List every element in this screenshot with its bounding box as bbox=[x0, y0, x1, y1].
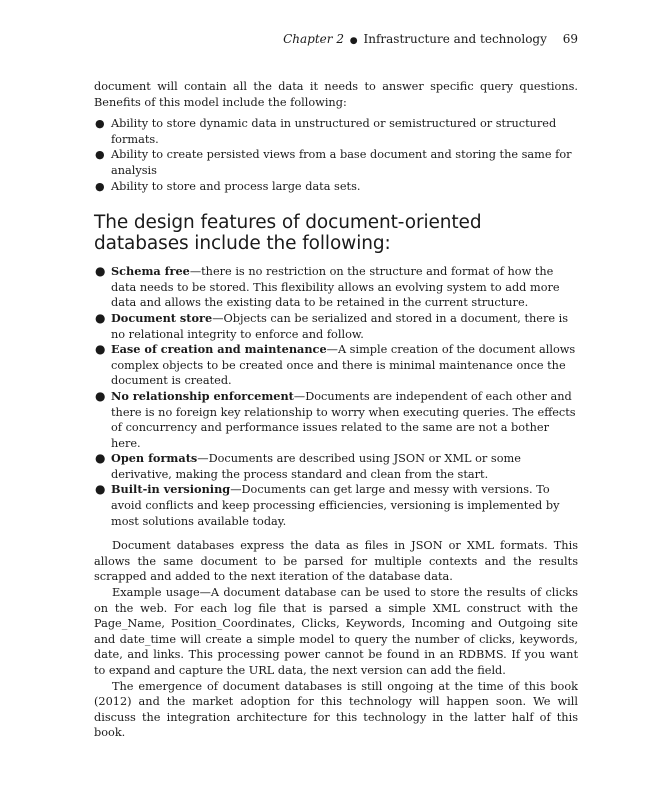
bullet-icon: ● bbox=[95, 310, 106, 325]
running-header bbox=[283, 31, 578, 49]
chapter-title: Infrastructure and technology bbox=[363, 32, 547, 46]
benefit-text: Ability to create persisted views from a base document and storing the same for analysis bbox=[111, 148, 572, 177]
list-item bbox=[94, 451, 578, 482]
page-body bbox=[94, 79, 578, 741]
list-item bbox=[94, 147, 578, 178]
bullet-icon: ● bbox=[95, 117, 105, 131]
section-heading: The design features of document-oriented databases include the following: bbox=[94, 212, 482, 255]
list-item bbox=[94, 311, 578, 342]
bullet-icon: ● bbox=[95, 451, 106, 466]
page-number: 69 bbox=[562, 32, 578, 46]
list-item bbox=[94, 116, 578, 147]
list-item bbox=[94, 179, 578, 195]
feature-term: Document store bbox=[111, 310, 213, 325]
intro-paragraph: document will contain all the data it needs to answer specific query questions. Benefits of this model include the following: bbox=[94, 80, 578, 109]
list-item bbox=[94, 482, 578, 529]
feature-description: —Objects can be serialized and stored in a document, there is no relational integrity to enforce and follow. bbox=[111, 311, 569, 341]
list-item bbox=[94, 264, 578, 311]
feature-term: Ease of creation and maintenance bbox=[111, 342, 327, 357]
chapter-label: Chapter 2 bbox=[283, 32, 344, 46]
feature-description: —Documents are described using JSON or XML or some derivative, making the process standard and clean from the start. bbox=[111, 452, 521, 481]
bullet-icon: ● bbox=[95, 264, 106, 279]
feature-term: No relationship enforcement bbox=[111, 388, 294, 403]
benefit-text: Ability to store and process large data sets. bbox=[111, 179, 361, 193]
bullet-icon: ● bbox=[95, 148, 105, 162]
bullet-icon: ● bbox=[95, 482, 106, 497]
header-separator-icon: ● bbox=[349, 36, 358, 46]
feature-description: —there is no restriction on the structure and format of how the data needs to be stored. This flexibility allows an evolving system to add more data and allows the existing data to be retained in the current structure. bbox=[111, 265, 560, 310]
body-paragraph: Example usage—A document database can be used to store the results of clicks on the web. For each log file that is parsed a simple XML construct with the Page_Name, Position_Coordinates, Clicks, Keywords, Incoming and Outgoing site and date_time will create a simple model to query the number of clicks, keywords, date, and links. This processing power cannot be found in an RDBMS. If you want to expand and capture the URL data, the next version can add the field. bbox=[94, 586, 578, 677]
list-item bbox=[94, 342, 578, 389]
list-item bbox=[94, 389, 578, 451]
feature-term: Schema free bbox=[111, 264, 190, 279]
closing-paragraphs bbox=[94, 538, 578, 741]
benefit-text: Ability to store dynamic data in unstructured or semistructured or structured formats. bbox=[111, 117, 557, 146]
feature-term: Open formats bbox=[111, 451, 198, 466]
feature-term: Built-in versioning bbox=[111, 482, 231, 497]
body-paragraph: The emergence of document databases is still ongoing at the time of this book (2012) and the market adoption for this technology will happen soon. We will discuss the integration architecture for this technology in the latter half of this book. bbox=[94, 679, 578, 740]
body-paragraph: Document databases express the data as files in JSON or XML formats. This allows the same document to be parsed for multiple contexts and the results scrapped and added to the next iteration of the database data. bbox=[94, 539, 578, 584]
feature-description: —Documents are independent of each other and there is no foreign key relationship to worry when executing queries. The effects of concurrency and performance issues related to the same are not a bother here. bbox=[111, 389, 576, 450]
bullet-icon: ● bbox=[95, 388, 106, 403]
benefits-list bbox=[94, 116, 578, 194]
bullet-icon: ● bbox=[95, 342, 106, 357]
bullet-icon: ● bbox=[95, 179, 105, 193]
feature-description: —A simple creation of the document allows complex objects to be created once and there is minimal maintenance once the document is created. bbox=[111, 343, 576, 388]
feature-description: —Documents can get large and messy with versions. To avoid conflicts and keep processing efficiencies, versioning is implemented by most solutions available today. bbox=[111, 483, 560, 528]
features-list bbox=[94, 264, 578, 529]
